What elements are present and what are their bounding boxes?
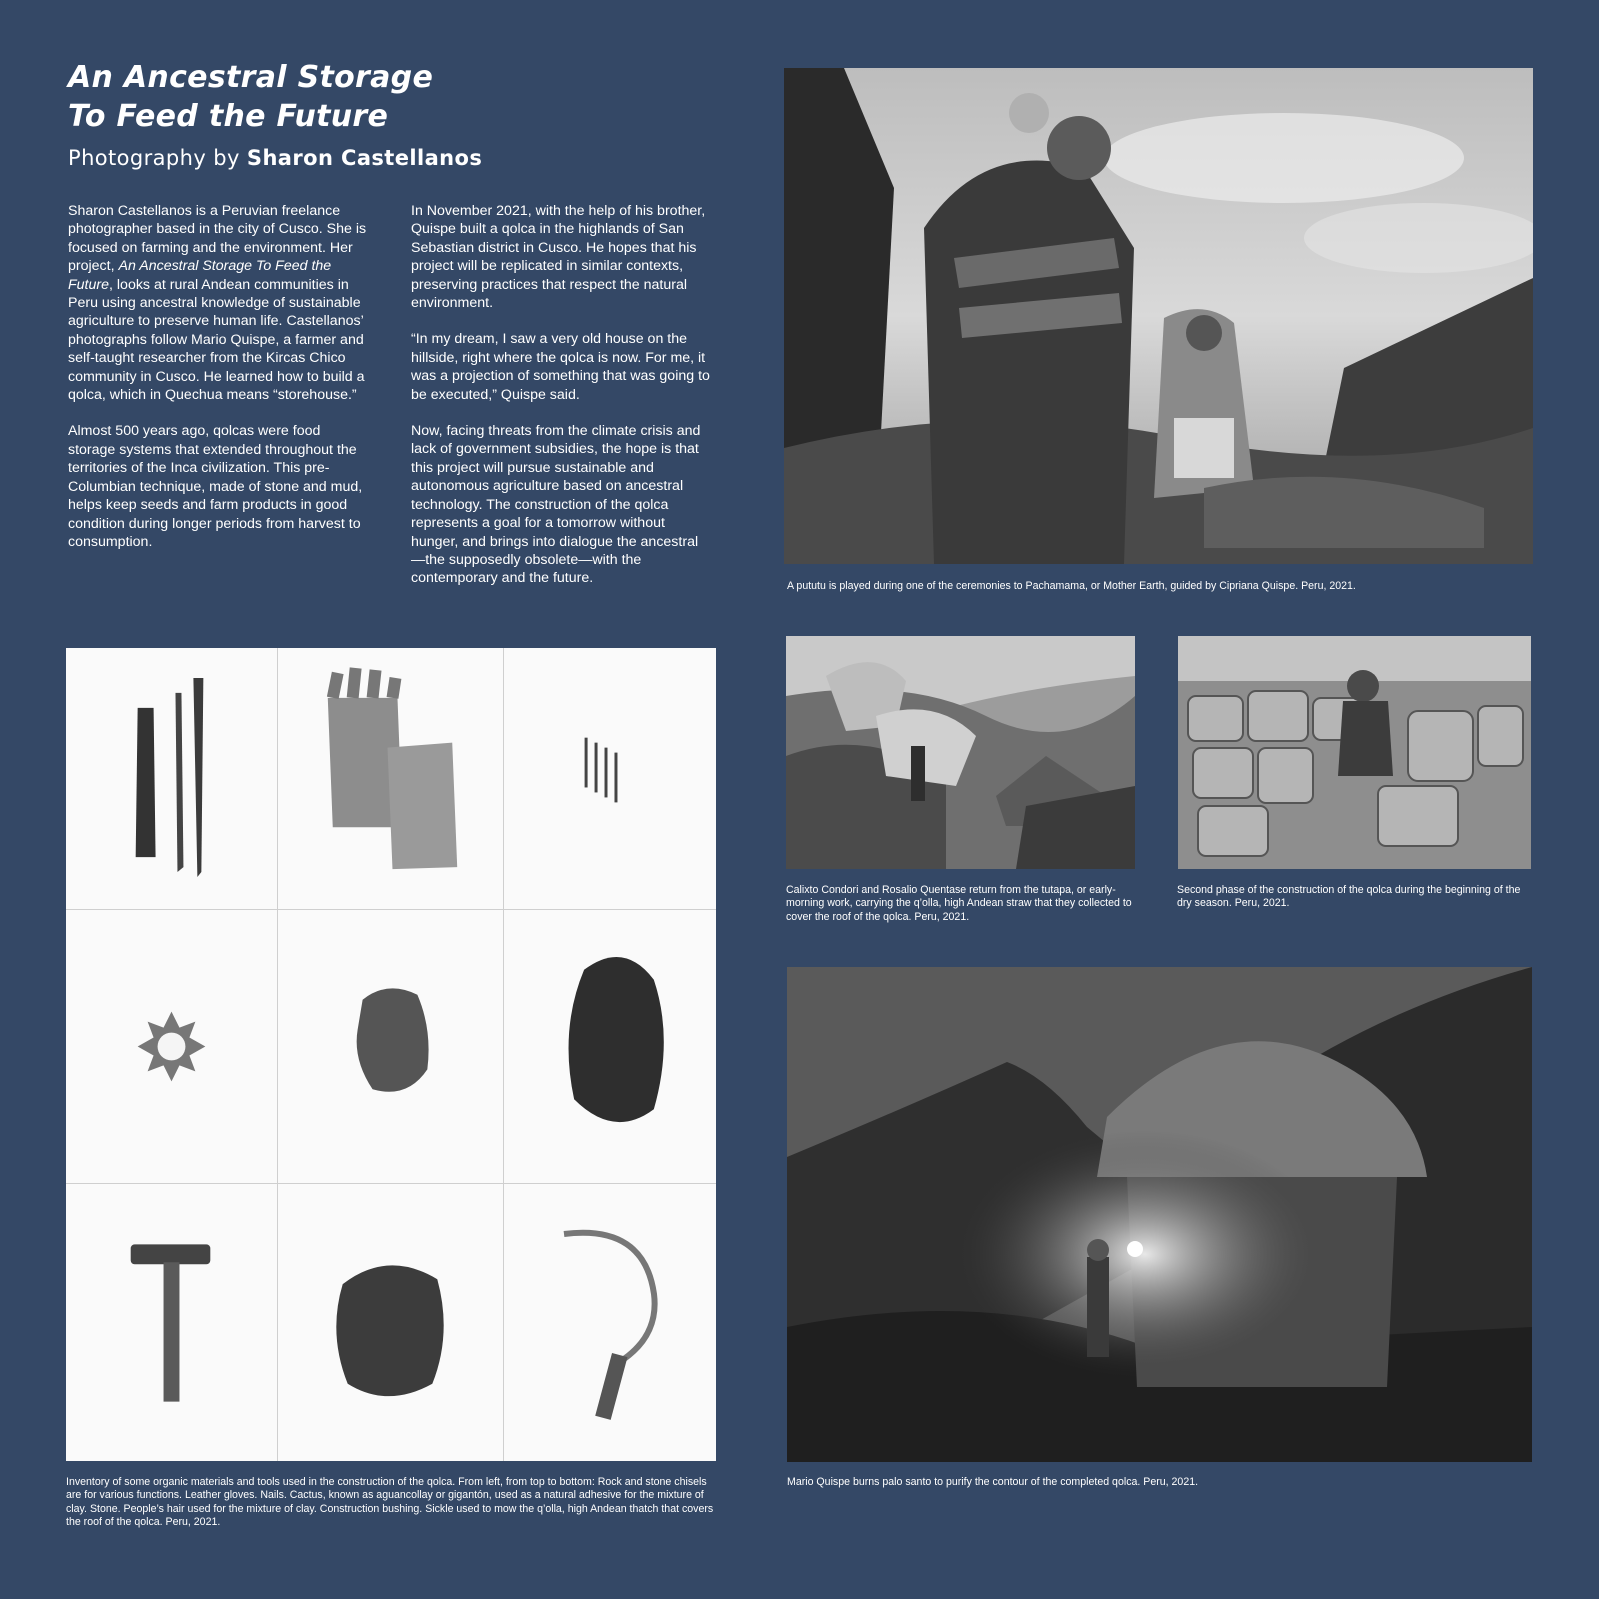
photo-straw-carriers xyxy=(786,636,1135,869)
inventory-cell-mud xyxy=(278,1184,504,1461)
title-line-2: To Feed the Future xyxy=(68,99,389,134)
photo-palo-santo xyxy=(787,967,1532,1462)
inventory-cell-gloves xyxy=(278,648,504,910)
caption-straw: Calixto Condori and Rosalio Quentase return from the tutapa, or early-morning work, carrying the q’olla, high Andean straw that they collected to cover the roof of the qolca. Peru, 2021. xyxy=(786,884,1132,923)
text-column-right xyxy=(411,202,711,606)
inventory-cell-sickle xyxy=(504,1184,716,1461)
project-title: An Ancestral Storage To Feed the Future xyxy=(68,258,332,293)
byline xyxy=(68,146,482,170)
page-title xyxy=(68,58,433,136)
hair-image xyxy=(504,910,716,1183)
intro-paragraph-3: In November 2021, with the help of his brother, Quispe built a qolca in the highlands of San Sebastian district in Cusco. He hopes that his project will be replicated in similar contexts, preserving practices that respect the natural environment. xyxy=(411,203,706,312)
intro-paragraph-5: Now, facing threats from the climate crisis and lack of government subsidies, the hope is that this project will pursue sustainable and autonomous agriculture based on ancestral technology. The construction of the qolca represents a goal for a tomorrow without hunger, and brings into dialogue the ancestral—the supposedly obsolete—with the contemporary and the future. xyxy=(411,423,701,587)
mud-image xyxy=(278,1184,503,1461)
inventory-grid xyxy=(66,648,716,1461)
nails-image xyxy=(504,648,716,909)
bushing-image xyxy=(66,1184,277,1461)
caption-inventory: Inventory of some organic materials and tools used in the construction of the qolca. From left, from top to bottom: Rock and stone chisels are for various functions. Leather gloves. Nails. Cactus, known as aguancollay or gigantón, used as a natural adhesive for the mixture of clay. Stone. People’s hair used for the mixture of clay. Construction bushing. Sickle used to mow the q’olla, high Andean thatch that covers the roof of the qolca. Peru, 2021. xyxy=(66,1476,714,1529)
intro-p1-start: Sharon Castellanos is a Peruvian freelance photographer based in the city of Cusco. She is focused on farming and the environment. Her project, xyxy=(68,203,367,275)
intro-paragraph-2: Almost 500 years ago, qolcas were food storage systems that extended throughout the territories of the Inca civilization. This pre-Columbian technique, made of stone and mud, helps keep seeds and farm products in good condition during longer periods from harvest to consumption. xyxy=(68,423,363,550)
byline-author: Sharon Castellanos xyxy=(246,146,483,170)
chisels-image xyxy=(66,648,277,909)
cactus-image xyxy=(66,910,277,1183)
stone-image xyxy=(278,910,503,1183)
inventory-cell-cactus xyxy=(66,910,278,1184)
inventory-cell-stone xyxy=(278,910,504,1184)
inventory-cell-bushing xyxy=(66,1184,278,1461)
title-line-1: An Ancestral Storage xyxy=(68,60,434,95)
caption-palo-santo: Mario Quispe burns palo santo to purify the contour of the completed qolca. Peru, 2021. xyxy=(787,1476,1199,1488)
text-column-left xyxy=(68,202,368,569)
gloves-image xyxy=(278,648,503,909)
caption-pututu: A pututu is played during one of the ceremonies to Pachamama, or Mother Earth, guided by Cipriana Quispe. Peru, 2021. xyxy=(787,580,1356,592)
inventory-cell-hair xyxy=(504,910,716,1184)
sickle-image xyxy=(504,1184,716,1461)
inventory-cell-nails xyxy=(504,648,716,910)
intro-paragraph-1 xyxy=(68,202,368,404)
caption-second-phase: Second phase of the construction of the qolca during the beginning of the dry season. Peru, 2021. xyxy=(1177,884,1521,910)
photo-second-phase xyxy=(1178,636,1531,869)
byline-prefix: Photography by xyxy=(68,146,240,170)
intro-p1-end: , looks at rural Andean communities in Peru using ancestral knowledge of sustainable agriculture to preserve human life. Castellanos’ photographs follow Mario Quispe, a farmer and self-taught researcher from the Kircas Chico community in Cusco. He learned how to build a qolca, which in Quechua means “storehouse.” xyxy=(68,276,365,404)
inventory-cell-chisels xyxy=(66,648,278,910)
photo-pututu-ceremony xyxy=(784,68,1533,564)
intro-paragraph-4: “In my dream, I saw a very old house on the hillside, right where the qolca is now. For me, it was a projection of something that was going to be executed,” Quispe said. xyxy=(411,331,710,403)
